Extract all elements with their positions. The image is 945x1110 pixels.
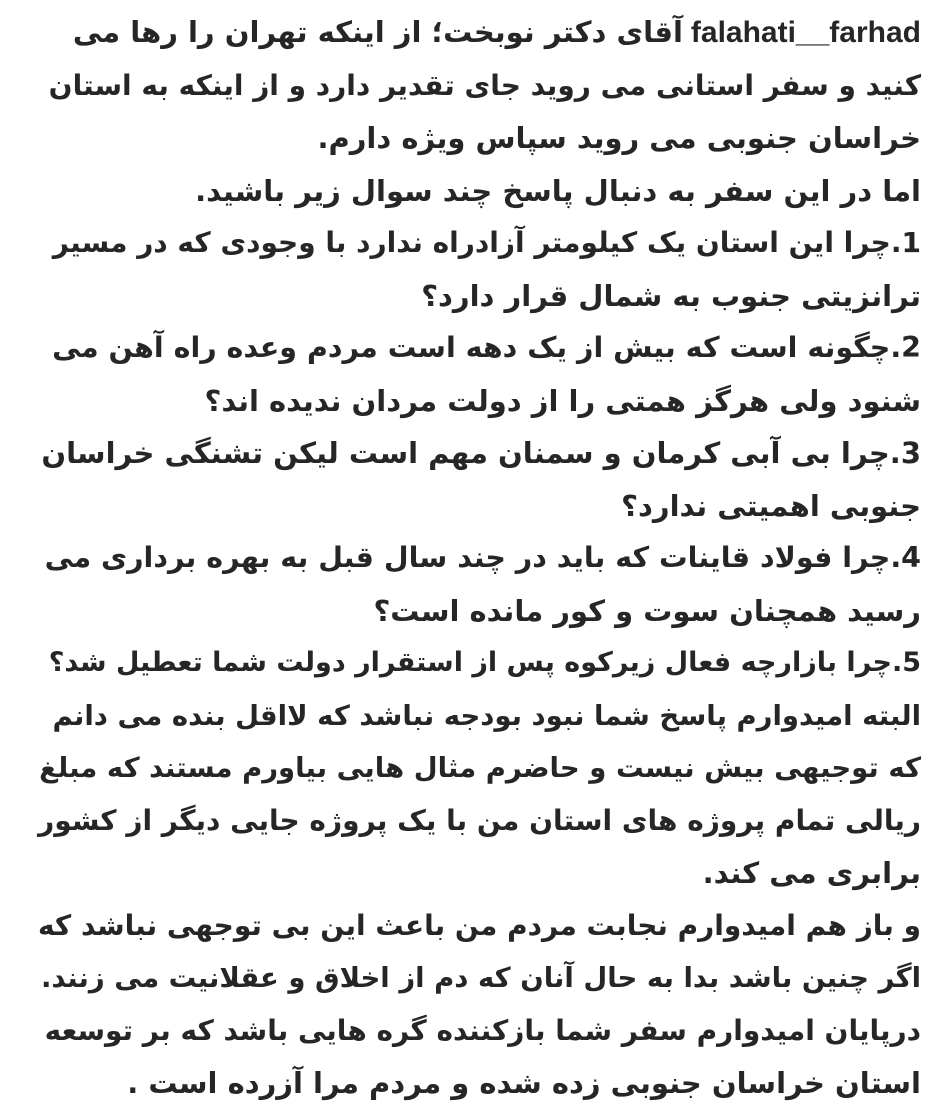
comment-line: کنید و سفر استانی می روید جای تقدیر دارد و از اینکه به استان <box>48 68 921 102</box>
comment-line: 3.چرا بی آبی کرمان و سمنان مهم است لیکن تشنگی خراسان <box>41 436 921 470</box>
comment-line: 2.چگونه است که بیش از یک دهه است مردم وعده راه آهن می <box>52 331 921 364</box>
comment-line: 4.چرا فولاد قاینات که باید در چند سال قبل به بهره برداری می <box>44 541 921 574</box>
comment-body <box>38 6 921 1110</box>
comment-line: اگر چنین باشد بدا به حال آنان که دم از اخلاق و عقلانیت می زنند. <box>40 962 921 994</box>
comment-line: استان خراسان جنوبی زده شده و مردم مرا آزرده است . <box>127 1066 921 1100</box>
comment-line: شنود ولی هرگز همتی را از دولت مردان ندیده اند؟ <box>204 383 921 418</box>
comment-line: اما در این سفر به دنبال پاسخ چند سوال زیر باشید. <box>195 173 921 208</box>
comment-line: البته امیدوارم پاسخ شما نبود بودجه نباشد که لااقل بنده می دانم <box>52 699 921 732</box>
comment-line: برابری می کند. <box>702 856 921 890</box>
comment-text: آقای دکتر نوبخت؛ از اینکه تهران را رها می <box>72 15 683 49</box>
comment-line: 5.چرا بازارچه فعال زیرکوه پس از استقرار دولت شما تعطیل شد؟ <box>48 647 921 678</box>
comment-line: و باز هم امیدوارم نجابت مردم من باعث این بی توجهی نباشد که <box>37 908 921 942</box>
comment-username[interactable]: falahati__farhad <box>690 16 921 49</box>
comment-line: که توجیهی بیش نیست و حاضرم مثال هایی بیاورم مستند که مبلغ <box>39 752 921 784</box>
comment-line: 1.چرا این استان یک کیلومتر آزادراه ندارد با وجودی که در مسیر <box>52 226 921 259</box>
comment-line: جنوبی اهمیتی ندارد؟ <box>621 488 921 523</box>
comment-line: درپایان امیدوارم سفر شما بازکننده گره هایی باشد که بر توسعه <box>44 1013 921 1047</box>
comment-line-1 <box>38 6 921 60</box>
comment-line: رسید همچنان سوت و کور مانده است؟ <box>373 593 921 628</box>
comment-line: خراسان جنوبی می روید سپاس ویژه دارم. <box>317 121 921 155</box>
comment-line: ریالی تمام پروژه های استان من با یک پروژه جایی دیگر از کشور <box>38 803 921 837</box>
comment-line: ترانزیتی جنوب به شمال قرار دارد؟ <box>421 278 921 313</box>
